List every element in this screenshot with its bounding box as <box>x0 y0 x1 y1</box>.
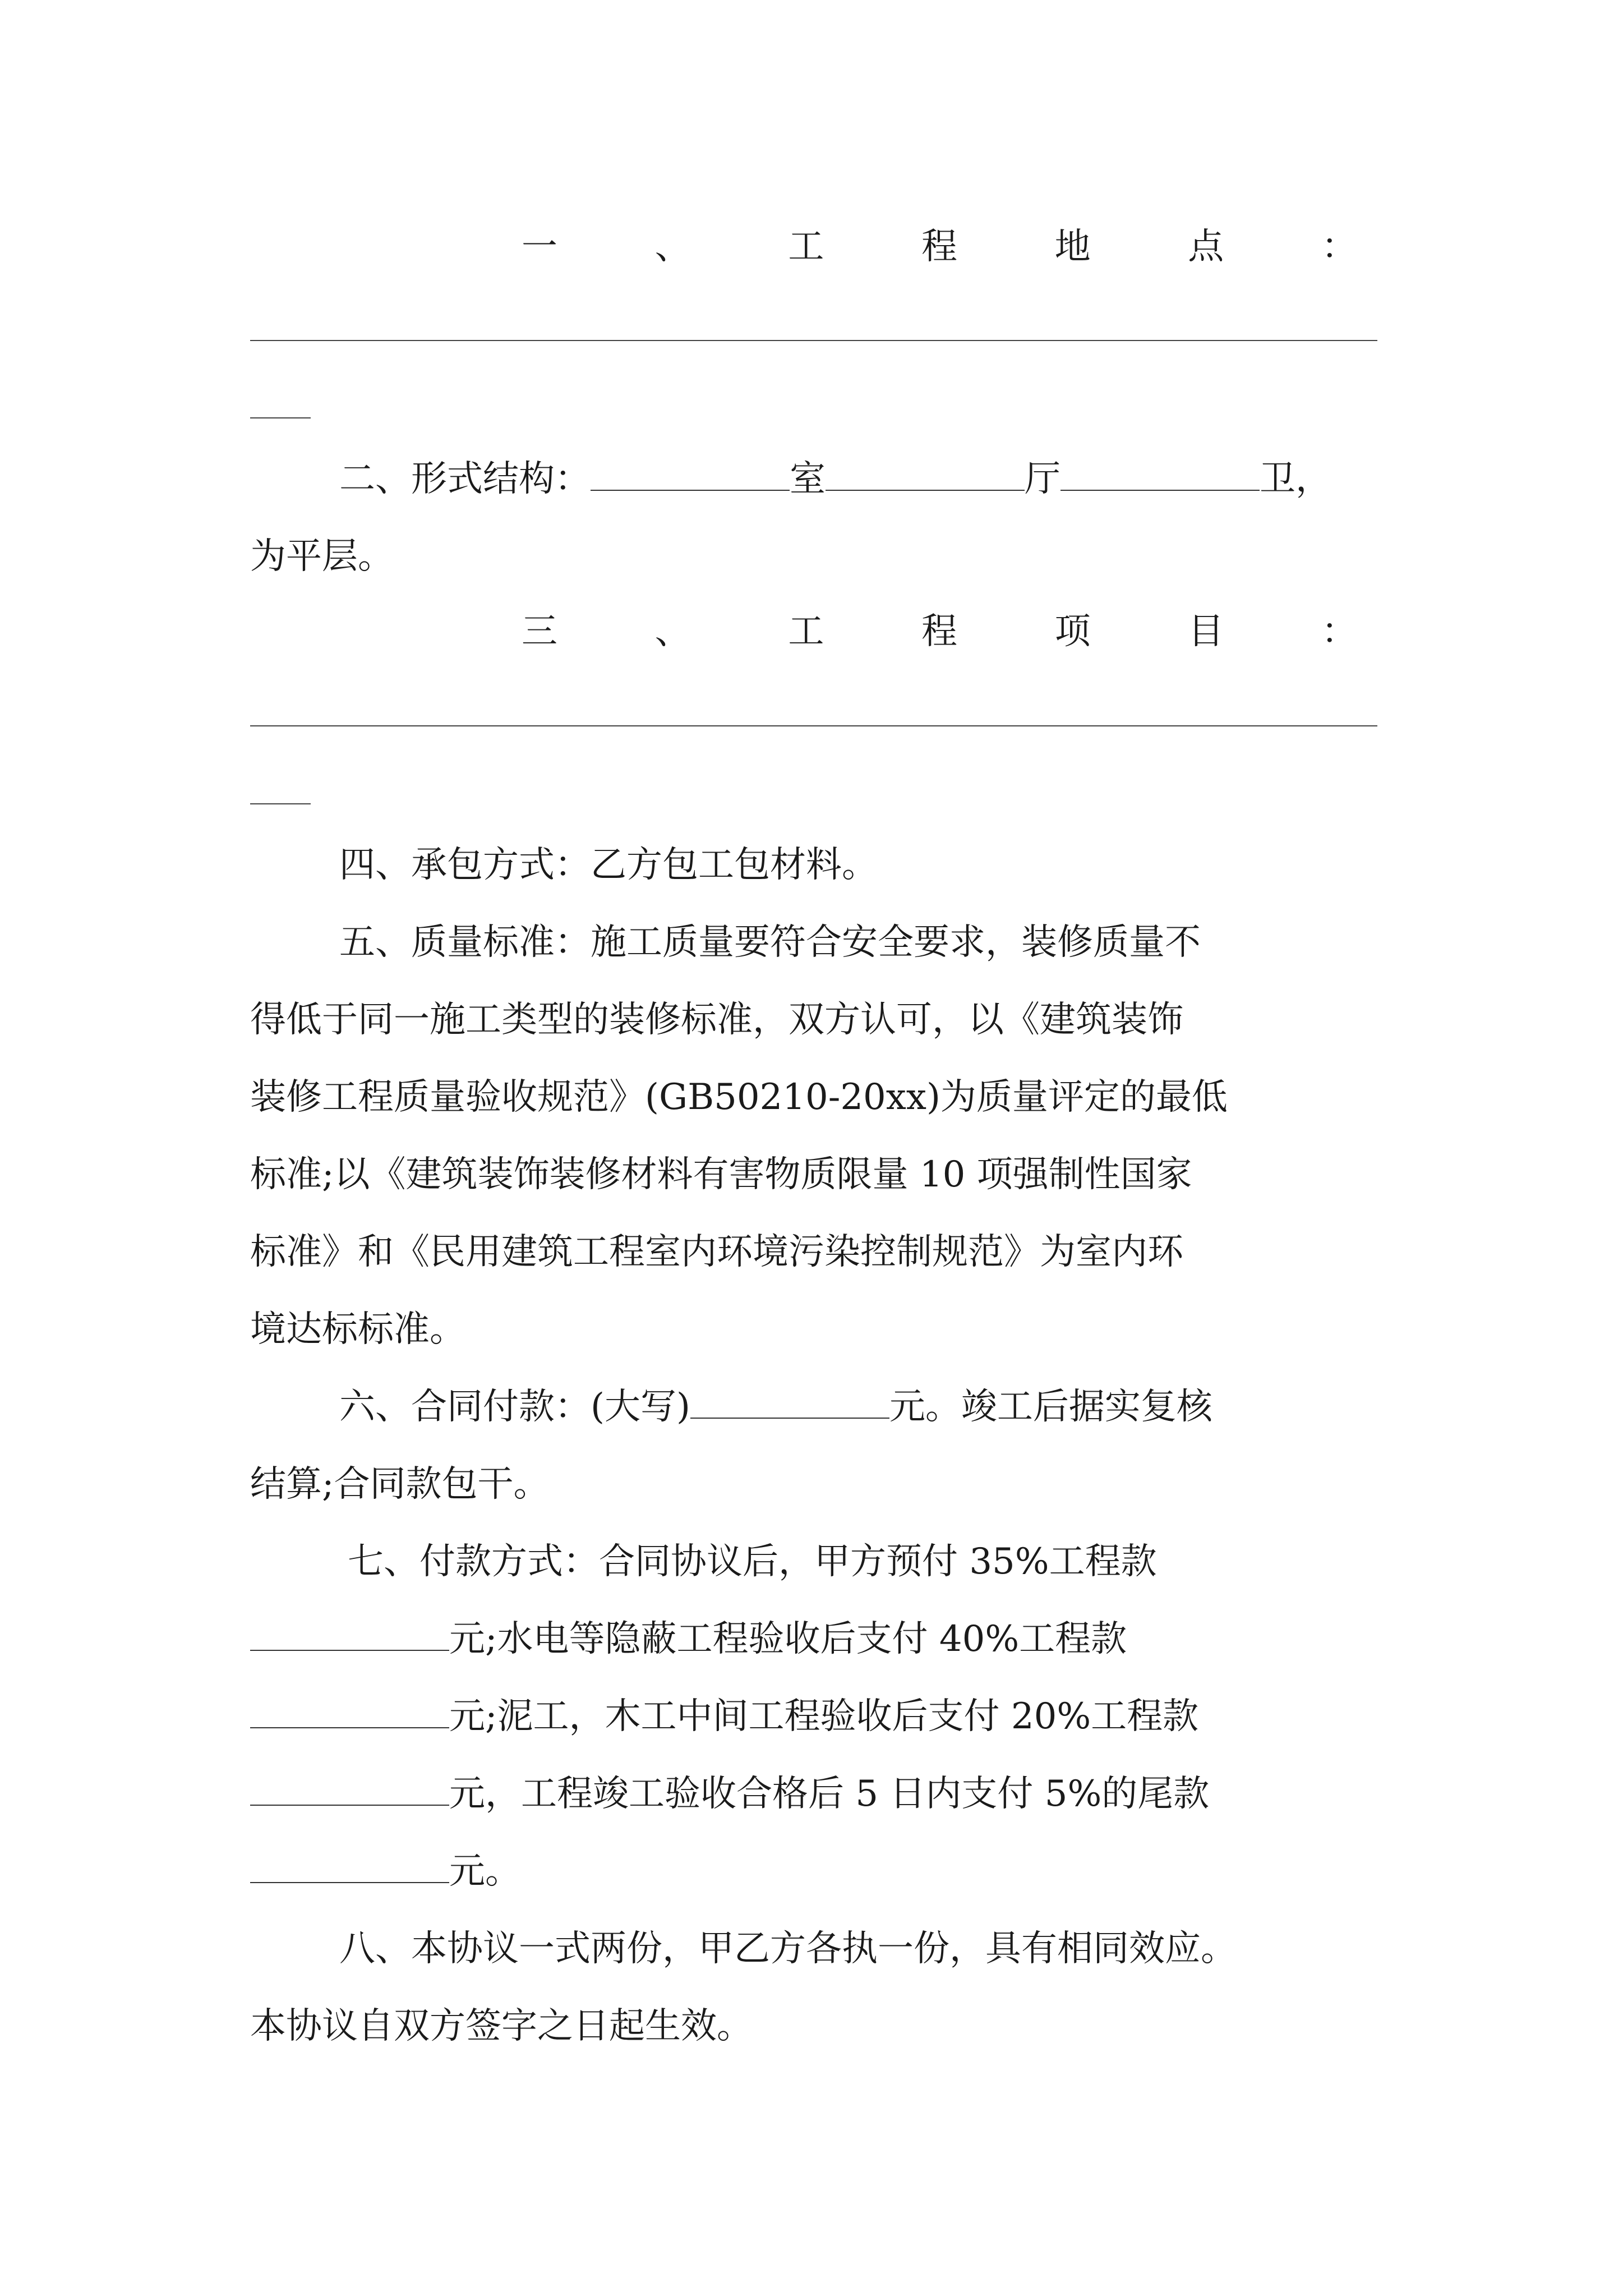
section7-line4-text: 元，工程竣工验收合格后 5 日内支付 5%的尾款 <box>449 1773 1210 1815</box>
section2-line1 <box>339 452 1331 506</box>
section1-char: 程 <box>921 226 957 268</box>
section3-char: 项 <box>1054 611 1091 652</box>
section3-char: 三 <box>522 611 557 652</box>
section1-char: 地 <box>1054 226 1091 268</box>
section5-line: 标准;以《建筑装饰装修材料有害物质限量 10 项强制性国家 <box>250 1154 1192 1195</box>
section1-heading <box>522 220 1357 274</box>
section5-line: 境达标标准。 <box>250 1309 465 1350</box>
section8-line2: 本协议自双方签字之日起生效。 <box>250 2005 753 2047</box>
section6-line1 <box>339 1380 1212 1434</box>
section7-line5-text: 元。 <box>449 1851 521 1892</box>
bath-count-blank[interactable] <box>1061 456 1260 491</box>
section1-char: 一 <box>522 226 557 268</box>
section3-char: 工 <box>788 611 824 652</box>
section1-char: ： <box>1321 226 1357 268</box>
room-label: 室 <box>790 458 826 500</box>
hall-label: 厅 <box>1025 458 1061 500</box>
payment-blank-35[interactable] <box>250 1616 449 1651</box>
section3-char: 、 <box>654 611 691 652</box>
section7-line3-text: 元;泥工，木工中间工程验收后支付 20%工程款 <box>449 1696 1199 1737</box>
section1-char: 工 <box>788 226 824 268</box>
section1-char: 点 <box>1188 226 1224 268</box>
section3-char: 程 <box>921 611 957 652</box>
section3-heading <box>522 605 1357 659</box>
section5-line: 装修工程质量验收规范》(GB50210-20xx)为质量评定的最低 <box>250 1076 1228 1118</box>
section7-line4 <box>250 1767 1209 1821</box>
section5-line: 标准》和《民用建筑工程室内环境污染控制规范》为室内环 <box>250 1231 1183 1273</box>
payment-blank-40[interactable] <box>250 1694 449 1728</box>
payment-blank-5[interactable] <box>250 1848 449 1883</box>
section7-line3 <box>250 1690 1198 1743</box>
section1-char: 、 <box>654 226 691 268</box>
hall-count-blank[interactable] <box>826 456 1025 491</box>
section7-line2 <box>250 1612 1127 1666</box>
section5-line: 五、质量标准：施工质量要符合安全要求，装修质量不 <box>339 922 1201 963</box>
section2-line2: 为平层。 <box>250 536 394 577</box>
section6-suffix: 元。竣工后据实复核 <box>889 1386 1212 1428</box>
section1-blank-line-continued[interactable] <box>250 417 311 418</box>
section6-prefix: 六、合同付款：(大写) <box>339 1386 690 1428</box>
contract-amount-blank[interactable] <box>690 1384 889 1419</box>
section3-char: ： <box>1321 611 1357 652</box>
section6-line2: 结算;合同款包干。 <box>250 1464 550 1505</box>
bath-label: 卫， <box>1260 458 1331 500</box>
section2-prefix: 二、形式结构： <box>339 458 591 500</box>
section3-blank-line[interactable] <box>250 725 1377 726</box>
room-count-blank[interactable] <box>591 456 790 491</box>
section7-line5 <box>250 1844 521 1898</box>
section4-line: 四、承包方式：乙方包工包材料。 <box>339 844 878 886</box>
section1-blank-line[interactable] <box>250 340 1377 341</box>
payment-blank-20[interactable] <box>250 1771 449 1806</box>
section8-line1: 八、本协议一式两份，甲乙方各执一份，具有相同效应。 <box>339 1928 1237 1970</box>
section7-line1: 七、付款方式：合同协议后，甲方预付 35%工程款 <box>348 1541 1157 1582</box>
section3-char: 目 <box>1188 611 1224 652</box>
section7-line2-text: 元;水电等隐蔽工程验收后支付 40%工程款 <box>449 1618 1127 1660</box>
section3-blank-line-continued[interactable] <box>250 803 311 804</box>
section5-line: 得低于同一施工类型的装修标准，双方认可，以《建筑装饰 <box>250 999 1183 1041</box>
